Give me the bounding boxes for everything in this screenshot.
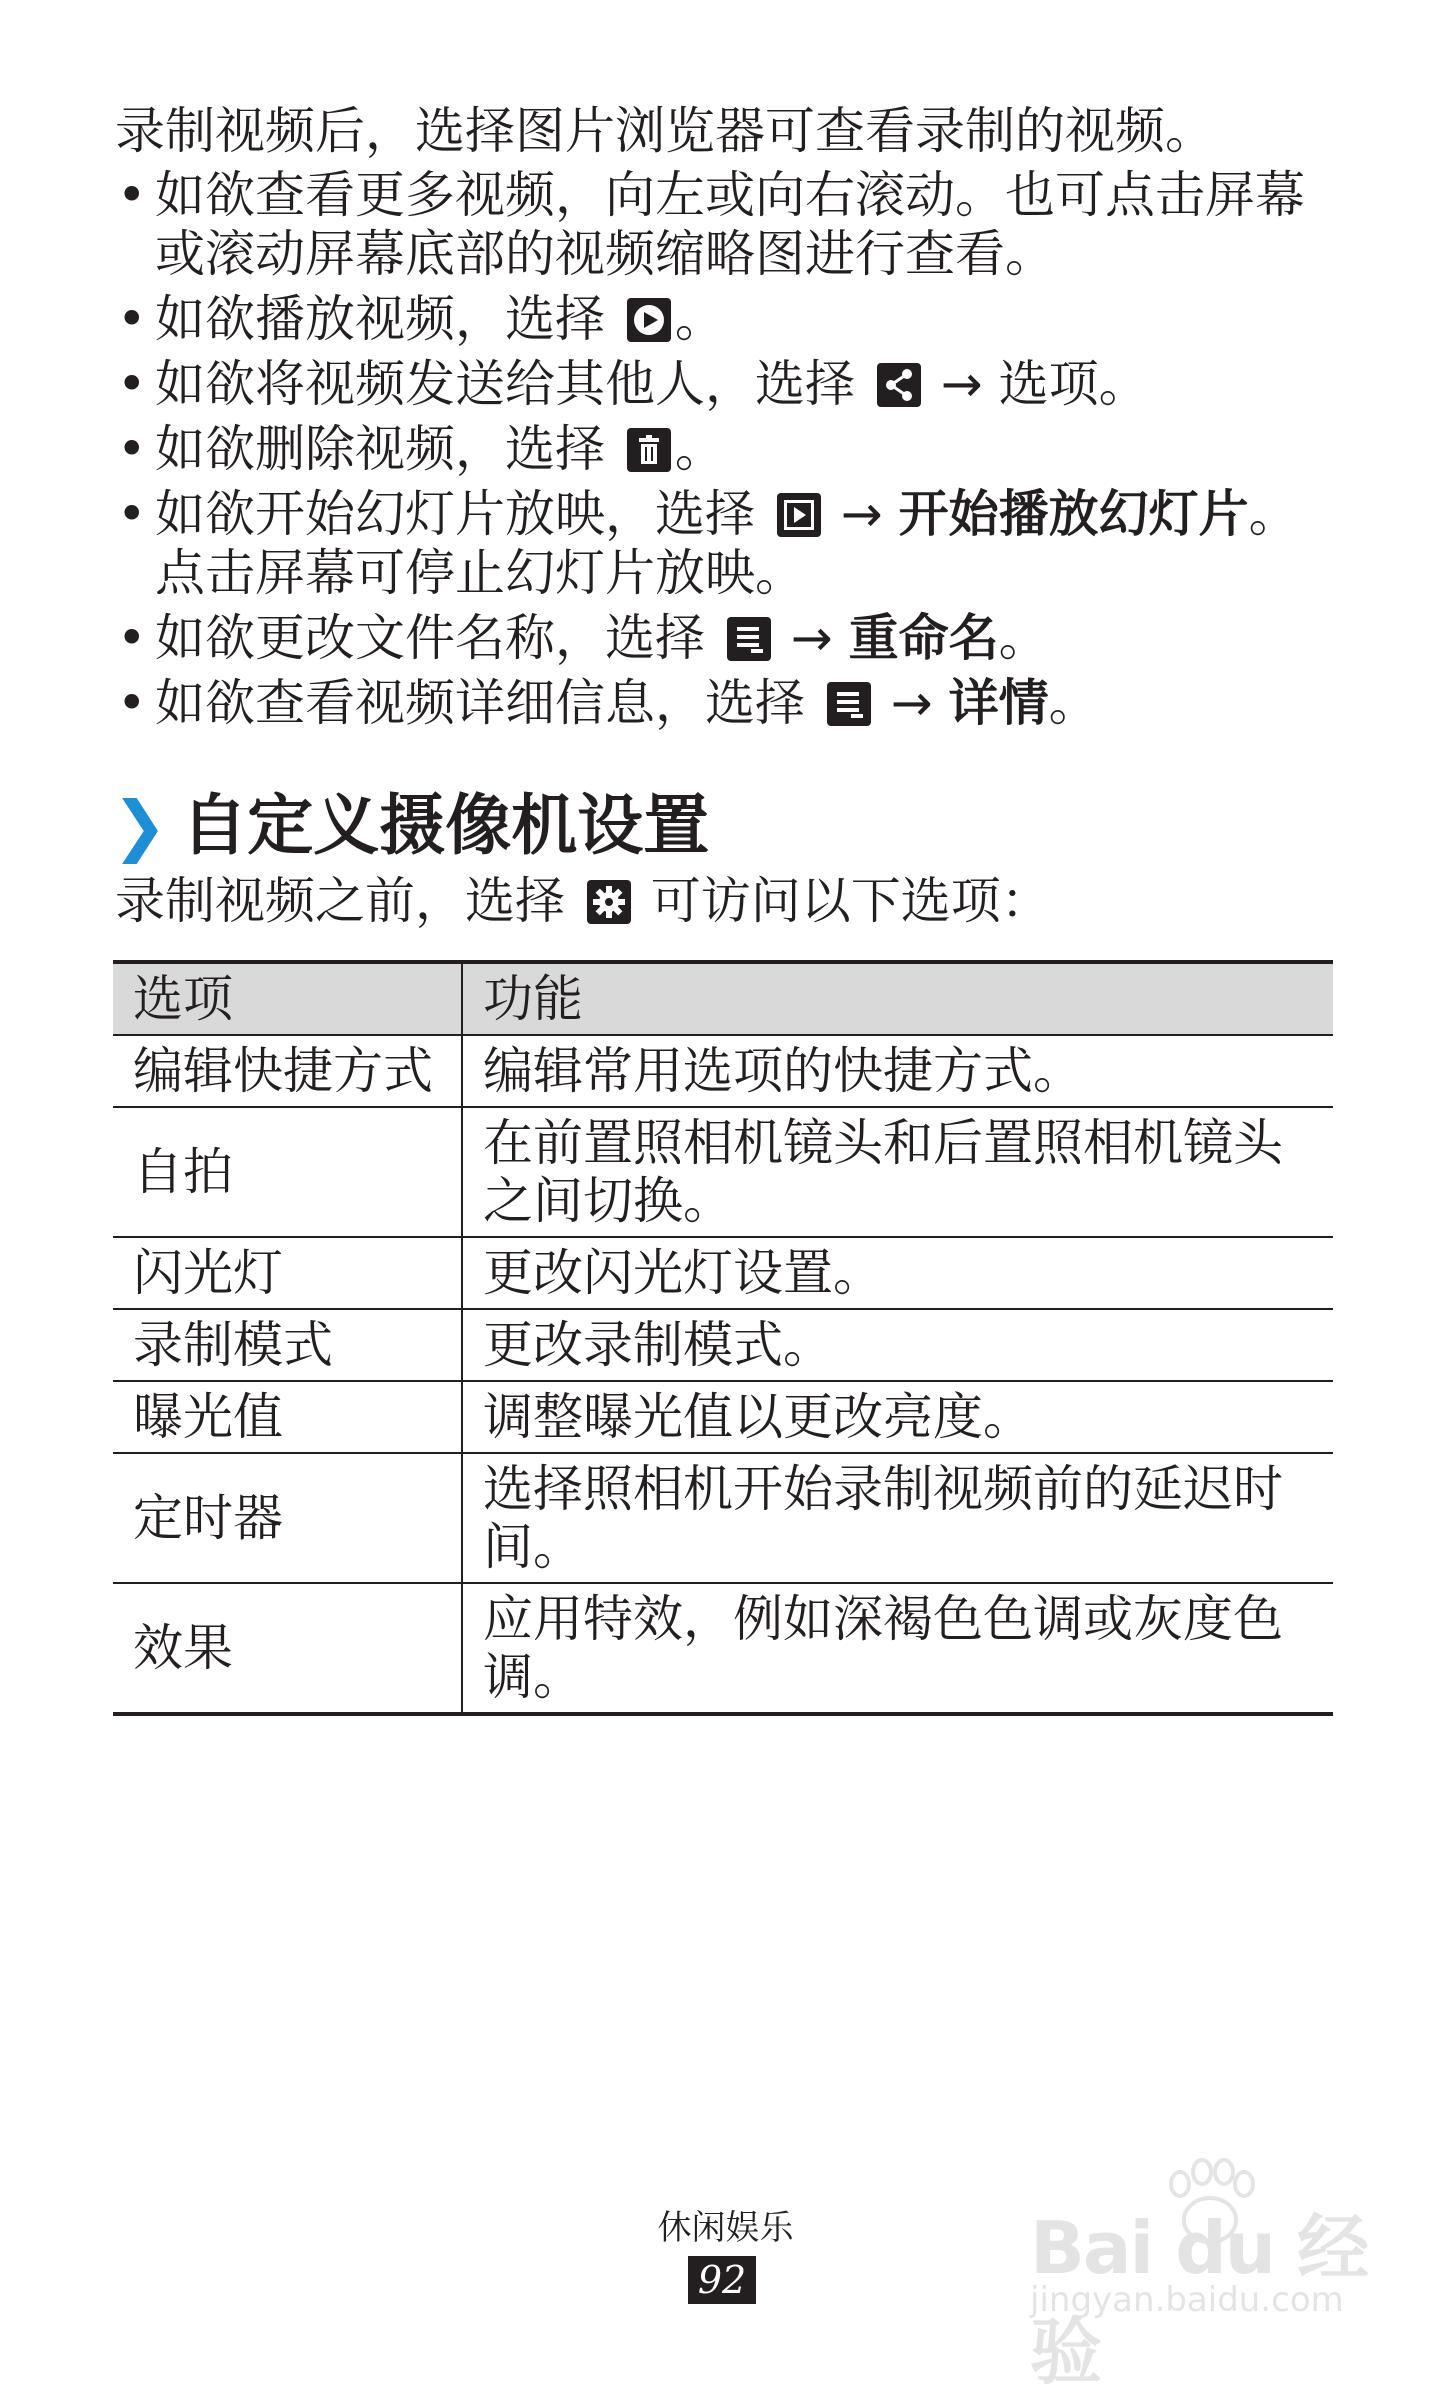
menu-icon [727, 617, 771, 661]
option-cell: 编辑快捷方式 [113, 1035, 462, 1107]
table-row [113, 1453, 1333, 1583]
function-cell: 更改闪光灯设置。 [462, 1237, 1333, 1309]
share-icon [877, 363, 921, 407]
table-row [113, 1309, 1333, 1381]
page-number: 92 [688, 2256, 756, 2304]
list-item: • 如欲删除视频，选择 。 [117, 420, 725, 478]
settings-gear-icon [587, 880, 631, 924]
list-item: • 如欲播放视频，选择 。 [117, 290, 725, 348]
section-title: ❯ 自定义摄像机设置 [112, 787, 710, 864]
watermark-url: jingyan.baidu.com [1030, 2280, 1344, 2320]
function-cell: 选择照相机开始录制视频前的延迟时间。 [462, 1453, 1333, 1583]
baidu-watermark [1020, 2150, 1400, 2394]
function-cell: 调整曝光值以更改亮度。 [462, 1381, 1333, 1453]
function-cell: 应用特效，例如深褐色色调或灰度色调。 [462, 1583, 1333, 1714]
option-cell: 录制模式 [113, 1309, 462, 1381]
watermark-brand: Bai du 经验 [1030, 2206, 1368, 2394]
bullet-list [115, 166, 1345, 739]
list-item: • 如欲将视频发送给其他人，选择 → 选项。 [117, 355, 1149, 413]
table-row [113, 1035, 1333, 1107]
table-header-row [113, 962, 1333, 1035]
play-circle-icon [627, 298, 671, 342]
list-item: • 如欲更改文件名称，选择 → 重命名。 [117, 609, 1049, 667]
function-cell: 在前置照相机镜头和后置照相机镜头之间切换。 [462, 1107, 1333, 1237]
option-cell: 闪光灯 [113, 1237, 462, 1309]
table-row [113, 1381, 1333, 1453]
table-row [113, 1107, 1333, 1237]
slideshow-icon [777, 493, 821, 537]
trash-icon [627, 428, 671, 472]
list-item: • 如欲开始幻灯片放映，选择 → 开始播放幻灯片。点击屏幕可停止幻灯片放映。 [117, 485, 1299, 602]
footer-section-label: 休闲娱乐 [657, 2208, 794, 2248]
intro-text: 录制视频后，选择图片浏览器可查看录制的视频。 [115, 102, 1215, 160]
function-cell: 编辑常用选项的快捷方式。 [462, 1035, 1333, 1107]
chevron-right-icon: ❯ [112, 787, 168, 864]
list-item: • 如欲查看视频详细信息，选择 → 详情。 [117, 674, 1099, 732]
table-row [113, 1583, 1333, 1714]
option-cell: 效果 [113, 1583, 462, 1714]
option-cell: 自拍 [113, 1107, 462, 1237]
options-table [113, 960, 1333, 1716]
function-cell: 更改录制模式。 [462, 1309, 1333, 1381]
option-cell: 曝光值 [113, 1381, 462, 1453]
column-header-option: 选项 [113, 962, 462, 1035]
section-intro: 录制视频之前，选择 可访问以下选项： [115, 872, 1051, 930]
table-row [113, 1237, 1333, 1309]
column-header-function: 功能 [462, 962, 1333, 1035]
menu-icon [827, 682, 871, 726]
option-cell: 定时器 [113, 1453, 462, 1583]
list-item: • 如欲查看更多视频，向左或向右滚动。也可点击屏幕或滚动屏幕底部的视频缩略图进行查看。 [117, 166, 1305, 283]
